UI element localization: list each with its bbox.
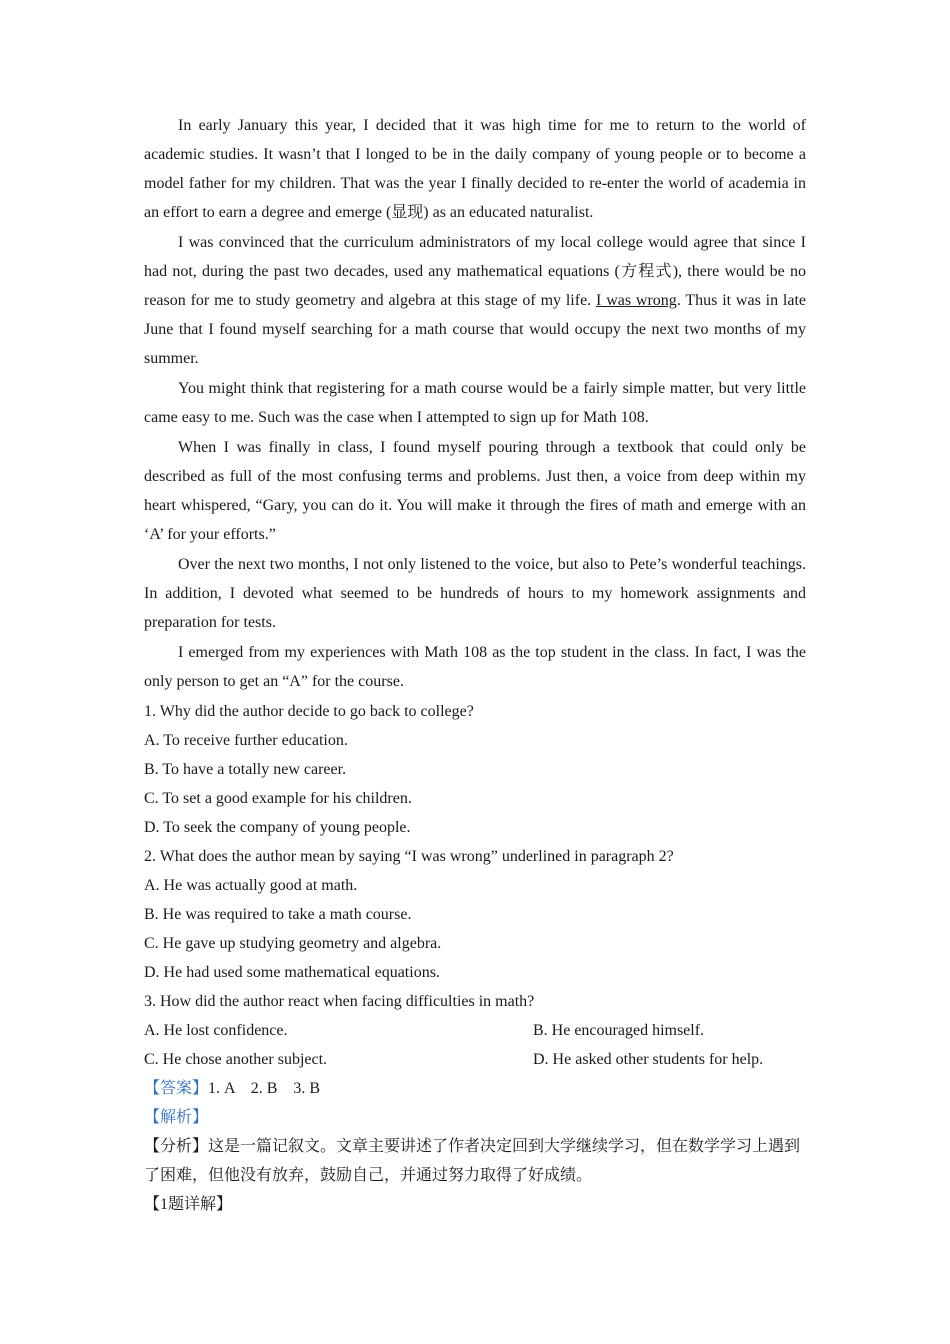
question-3-option-c: C. He chose another subject. <box>144 1051 328 1068</box>
paragraph-2-text-after: . Thus it was in late June that I found myself searching for a math course that would occupy the next two months of my summer. <box>144 292 807 367</box>
underlined-phrase: I was wrong <box>596 292 677 309</box>
question-2-stem: 2. What does the author mean by saying “I was wrong” underlined in paragraph 2? <box>144 848 674 865</box>
analysis-line <box>144 1103 806 1132</box>
answer-text: 1. A 2. B 3. B <box>208 1080 321 1097</box>
exam-content <box>144 111 806 1219</box>
question-2-option-a: A. He was actually good at math. <box>144 877 358 894</box>
question-3-options-row-1 <box>144 1016 806 1045</box>
question-1-stem: 1. Why did the author decide to go back to college? <box>144 703 474 720</box>
passage-paragraph-3: You might think that registering for a math course would be a fairly simple matter, but very little came easy to me. Such was the case when I attempted to sign up for Math 108. <box>144 380 806 426</box>
passage-paragraph-4: When I was finally in class, I found myself pouring through a textbook that could only be described as full of the most confusing terms and problems. Just then, a voice from deep within my heart whispered, “Gary, you can do it. You will make it through the fires of math and emerge with an ‘A’ for your efforts.” <box>144 439 806 543</box>
question-1-option-c: C. To set a good example for his children. <box>144 790 412 807</box>
passage-paragraph-6: I emerged from my experiences with Math 108 as the top student in the class. In fact, I was the only person to get an “A” for the course. <box>144 644 806 690</box>
passage-paragraph-1: In early January this year, I decided that it was high time for me to return to the world of academic studies. It wasn’t that I longed to be in the daily company of young people or to become a model father for my children. That was the year I finally decided to re-enter the world of academia in an effort to earn a degree and emerge (显现) as an educated naturalist. <box>144 117 806 221</box>
question-2-option-d: D. He had used some mathematical equations. <box>144 964 440 981</box>
question-3-option-d: D. He asked other students for help. <box>533 1051 764 1068</box>
question-3-option-a: A. He lost confidence. <box>144 1022 288 1039</box>
answer-line <box>144 1074 806 1103</box>
analysis-label: 【解析】 <box>144 1109 209 1126</box>
passage-paragraph-5: Over the next two months, I not only listened to the voice, but also to Pete’s wonderful teachings. In addition, I devoted what seemed to be hundreds of hours to my homework assignments and preparation for tests. <box>144 556 806 631</box>
question-1-option-d: D. To seek the company of young people. <box>144 819 411 836</box>
question-3-stem: 3. How did the author react when facing difficulties in math? <box>144 993 535 1010</box>
passage-paragraph-2 <box>144 228 806 373</box>
question-2-option-c: C. He gave up studying geometry and algebra. <box>144 935 442 952</box>
question-1-option-a: A. To receive further education. <box>144 732 348 749</box>
analysis-summary: 【分析】这是一篇记叙文。文章主要讲述了作者决定回到大学继续学习，但在数学学习上遇到了困难，但他没有放弃，鼓励自己，并通过努力取得了好成绩。 <box>144 1138 801 1184</box>
answer-label: 【答案】 <box>144 1080 209 1097</box>
question-1-option-b: B. To have a totally new career. <box>144 761 347 778</box>
paragraph-2-text-before: I was convinced that the curriculum administrators of my local college would agree that since I had not, during the past two decades, used any mathematical equations (方程式), there would be no reason for me to study geometry and algebra at this stage of my life. <box>144 234 806 309</box>
question-2-option-b: B. He was required to take a math course. <box>144 906 412 923</box>
detail-heading: 【1题详解】 <box>144 1196 233 1213</box>
question-3-option-b: B. He encouraged himself. <box>533 1022 705 1039</box>
question-3-options-row-2 <box>144 1045 806 1074</box>
